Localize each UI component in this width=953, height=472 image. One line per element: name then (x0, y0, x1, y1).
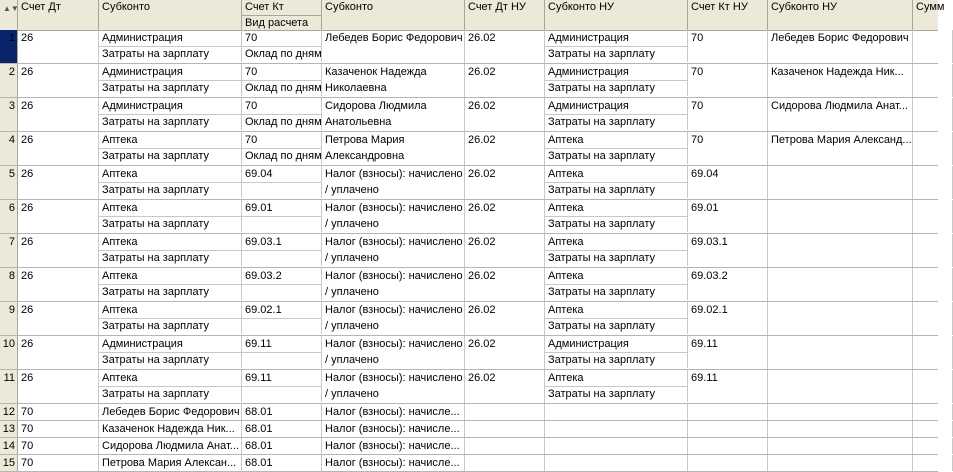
cell-subkonto-nu-dt-2[interactable]: Затраты на зарплату (545, 80, 688, 96)
cell-subkonto-nu-dt-1[interactable]: Аптека (545, 132, 688, 148)
table-row[interactable] (0, 455, 938, 472)
cell-subkonto-dt-2[interactable]: Затраты на зарплату (99, 80, 242, 96)
cell-divider (545, 216, 688, 217)
cell-divider (99, 216, 242, 217)
cell-summa[interactable] (913, 30, 953, 63)
cell-schet-dt[interactable]: 26 (18, 30, 99, 63)
cell-schet-dt[interactable]: 70 (18, 455, 99, 471)
cell-divider (242, 386, 322, 387)
cell-schet-dt[interactable]: 26 (18, 64, 99, 97)
col-header-summa[interactable]: Сумм (916, 1, 945, 13)
cell-schet-dt[interactable]: 70 (18, 421, 99, 437)
cell-schet-kt[interactable]: 70 (242, 98, 322, 114)
cell-vid-rascheta[interactable]: Оклад по дням (242, 46, 322, 62)
cell-subkonto-dt-2[interactable]: Затраты на зарплату (99, 386, 242, 402)
cell-subkonto-nu-dt-1[interactable]: Аптека (545, 370, 688, 386)
row-number[interactable]: 3 (0, 98, 18, 131)
col-header-subkonto-kt[interactable]: Субконто (322, 0, 465, 30)
cell-subkonto-kt[interactable]: Лебедев Борис Федорович (322, 30, 465, 63)
cell-subkonto-nu-kt[interactable]: Лебедев Борис Федорович (768, 30, 913, 63)
cell-schet-kt[interactable]: 69.01 (242, 200, 322, 216)
cell-schet-kt-nu[interactable]: 70 (688, 30, 768, 63)
row-number[interactable]: 7 (0, 234, 18, 267)
table-row[interactable] (0, 421, 938, 438)
col-header-subkonto-nu-kt[interactable]: Субконто НУ (768, 0, 913, 30)
grid-header (0, 0, 945, 31)
cell-divider (545, 148, 688, 149)
row-number[interactable]: 4 (0, 132, 18, 165)
cell-subkonto-nu-kt[interactable] (768, 421, 913, 437)
cell-divider (545, 114, 688, 115)
cell-schet-kt[interactable]: 69.02.1 (242, 302, 322, 318)
cell-divider (99, 352, 242, 353)
cell-divider (99, 284, 242, 285)
cell-divider (545, 386, 688, 387)
cell-summa[interactable] (913, 302, 953, 335)
cell-schet-dt[interactable]: 26 (18, 166, 99, 199)
col-header-schet-dt[interactable]: Счет Дт (18, 0, 99, 30)
cell-subkonto-nu-dt-2[interactable]: Затраты на зарплату (545, 352, 688, 368)
cell-schet-kt-nu[interactable]: 69.02.1 (688, 302, 768, 335)
cell-schet-kt-nu[interactable]: 70 (688, 132, 768, 165)
cell-subkonto-dt-1[interactable]: Администрация (99, 98, 242, 114)
row-number[interactable]: 15 (0, 455, 18, 471)
cell-schet-kt-nu[interactable]: 69.11 (688, 370, 768, 403)
table-row[interactable] (0, 234, 938, 268)
cell-subkonto-nu-kt[interactable] (768, 455, 913, 471)
table-row[interactable] (0, 268, 938, 302)
cell-schet-dt-nu[interactable]: 26.02 (465, 98, 545, 131)
row-number[interactable]: 10 (0, 336, 18, 369)
cell-subkonto-kt[interactable]: Налог (взносы): начисле... (322, 455, 465, 471)
cell-divider (545, 80, 688, 81)
cell-divider (99, 114, 242, 115)
cell-subkonto-nu-kt[interactable] (768, 336, 913, 369)
cell-summa[interactable] (913, 64, 953, 97)
cell-schet-dt-nu[interactable]: 26.02 (465, 370, 545, 403)
cell-subkonto-dt-2[interactable]: Затраты на зарплату (99, 250, 242, 266)
cell-vid-rascheta[interactable]: Оклад по дням (242, 80, 322, 96)
cell-divider (242, 114, 322, 115)
col-header-subkonto-nu-dt[interactable]: Субконто НУ (545, 0, 688, 30)
cell-schet-dt[interactable]: 26 (18, 200, 99, 233)
cell-schet-kt[interactable]: 68.01 (242, 438, 322, 454)
cell-schet-kt-nu[interactable]: 69.11 (688, 336, 768, 369)
cell-subkonto-dt-1[interactable]: Аптека (99, 200, 242, 216)
cell-subkonto-nu-dt-2[interactable]: Затраты на зарплату (545, 114, 688, 130)
cell-schet-kt-nu[interactable]: 69.01 (688, 200, 768, 233)
row-number[interactable]: 8 (0, 268, 18, 301)
cell-subkonto-nu-dt-1[interactable] (545, 438, 688, 454)
cell-subkonto-nu-kt[interactable] (768, 200, 913, 233)
cell-subkonto-nu-dt-1[interactable]: Аптека (545, 302, 688, 318)
cell-subkonto-kt[interactable]: Петрова Мария Александровна (322, 132, 465, 165)
sort-indicator-icon: ▲▼ (3, 4, 19, 13)
cell-subkonto-dt-1[interactable]: Администрация (99, 336, 242, 352)
table-row[interactable] (0, 200, 938, 234)
cell-divider (242, 80, 322, 81)
cell-schet-kt-nu[interactable]: 69.03.1 (688, 234, 768, 267)
cell-summa[interactable] (913, 455, 953, 471)
cell-schet-kt-nu[interactable]: 70 (688, 98, 768, 131)
cell-subkonto-nu-dt-1[interactable] (545, 421, 688, 437)
table-row[interactable] (0, 438, 938, 455)
cell-divider (99, 182, 242, 183)
cell-vid-rascheta[interactable] (242, 182, 322, 198)
cell-schet-dt-nu[interactable]: 26.02 (465, 234, 545, 267)
cell-subkonto-dt-1[interactable]: Петрова Мария Алексан... (99, 455, 242, 471)
col-header-schet-kt[interactable]: Счет Кт (242, 0, 322, 15)
cell-schet-kt[interactable]: 69.03.2 (242, 268, 322, 284)
cell-subkonto-nu-dt-2[interactable]: Затраты на зарплату (545, 318, 688, 334)
cell-subkonto-kt[interactable]: Налог (взносы): начислено / уплачено (322, 370, 465, 403)
cell-divider (99, 386, 242, 387)
cell-vid-rascheta[interactable] (242, 284, 322, 300)
cell-divider (99, 250, 242, 251)
cell-summa[interactable] (913, 268, 953, 301)
cell-schet-dt[interactable]: 26 (18, 302, 99, 335)
cell-schet-dt-nu[interactable] (465, 404, 545, 420)
cell-divider (545, 182, 688, 183)
cell-schet-dt[interactable]: 26 (18, 98, 99, 131)
cell-schet-dt-nu[interactable]: 26.02 (465, 302, 545, 335)
cell-subkonto-dt-2[interactable]: Затраты на зарплату (99, 216, 242, 232)
cell-subkonto-dt-1[interactable]: Администрация (99, 64, 242, 80)
cell-subkonto-nu-dt-1[interactable]: Администрация (545, 336, 688, 352)
cell-subkonto-dt-1[interactable]: Аптека (99, 302, 242, 318)
cell-subkonto-nu-dt-1[interactable]: Администрация (545, 30, 688, 46)
cell-divider (99, 148, 242, 149)
cell-subkonto-kt[interactable]: Казаченок Надежда Николаевна (322, 64, 465, 97)
cell-subkonto-nu-kt[interactable] (768, 234, 913, 267)
col-header-schet-dt-nu[interactable]: Счет Дт НУ (465, 0, 545, 30)
table-row[interactable] (0, 64, 938, 98)
row-number[interactable]: 13 (0, 421, 18, 437)
cell-schet-kt[interactable]: 68.01 (242, 421, 322, 437)
cell-summa[interactable] (913, 404, 953, 420)
cell-subkonto-kt[interactable]: Налог (взносы): начислено / уплачено (322, 302, 465, 335)
cell-divider (242, 182, 322, 183)
col-header-vid-rascheta[interactable]: Вид расчета (242, 15, 322, 30)
table-row[interactable] (0, 30, 938, 64)
cell-subkonto-nu-dt-2[interactable]: Затраты на зарплату (545, 386, 688, 402)
cell-divider (545, 46, 688, 47)
cell-subkonto-nu-kt[interactable] (768, 404, 913, 420)
cell-subkonto-nu-dt-2[interactable]: Затраты на зарплату (545, 182, 688, 198)
cell-schet-dt-nu[interactable]: 26.02 (465, 336, 545, 369)
cell-vid-rascheta[interactable] (242, 250, 322, 266)
cell-schet-kt-nu[interactable] (688, 438, 768, 454)
table-row[interactable] (0, 370, 938, 404)
cell-divider (242, 46, 322, 47)
cell-schet-kt[interactable]: 69.11 (242, 370, 322, 386)
cell-schet-dt-nu[interactable] (465, 455, 545, 471)
cell-subkonto-kt[interactable]: Налог (взносы): начислено / уплачено (322, 200, 465, 233)
cell-subkonto-kt[interactable]: Налог (взносы): начислено / уплачено (322, 166, 465, 199)
cell-subkonto-nu-kt[interactable] (768, 268, 913, 301)
table-row[interactable] (0, 404, 938, 421)
cell-summa[interactable] (913, 98, 953, 131)
cell-subkonto-kt[interactable]: Налог (взносы): начислено / уплачено (322, 268, 465, 301)
cell-schet-dt-nu[interactable]: 26.02 (465, 30, 545, 63)
row-number[interactable]: 9 (0, 302, 18, 335)
cell-divider (242, 250, 322, 251)
cell-subkonto-nu-dt-2[interactable]: Затраты на зарплату (545, 250, 688, 266)
cell-schet-kt[interactable]: 70 (242, 64, 322, 80)
row-number[interactable]: 12 (0, 404, 18, 420)
row-number[interactable]: 5 (0, 166, 18, 199)
cell-vid-rascheta[interactable] (242, 386, 322, 402)
cell-divider (242, 216, 322, 217)
cell-schet-dt[interactable]: 26 (18, 234, 99, 267)
cell-subkonto-kt[interactable]: Налог (взносы): начисле... (322, 438, 465, 454)
cell-summa[interactable] (913, 421, 953, 437)
cell-summa[interactable] (913, 234, 953, 267)
cell-schet-kt-nu[interactable] (688, 455, 768, 471)
col-header-schet-kt-nu[interactable]: Счет Кт НУ (688, 0, 768, 30)
cell-subkonto-nu-kt[interactable]: Петрова Мария Александ... (768, 132, 913, 165)
cell-subkonto-dt-1[interactable]: Аптека (99, 370, 242, 386)
cell-subkonto-dt-2[interactable]: Затраты на зарплату (99, 114, 242, 130)
cell-divider (242, 148, 322, 149)
cell-subkonto-nu-dt-1[interactable] (545, 455, 688, 471)
cell-subkonto-nu-dt-1[interactable]: Аптека (545, 268, 688, 284)
cell-schet-dt[interactable]: 26 (18, 268, 99, 301)
cell-schet-kt[interactable]: 69.11 (242, 336, 322, 352)
cell-subkonto-kt[interactable]: Сидорова Людмила Анатольевна (322, 98, 465, 131)
row-number[interactable]: 1 (0, 30, 18, 63)
cell-schet-kt[interactable]: 68.01 (242, 455, 322, 471)
cell-subkonto-dt-1[interactable]: Аптека (99, 132, 242, 148)
table-row[interactable] (0, 132, 938, 166)
cell-divider (545, 284, 688, 285)
cell-subkonto-nu-dt-2[interactable]: Затраты на зарплату (545, 46, 688, 62)
cell-schet-kt[interactable]: 69.03.1 (242, 234, 322, 250)
cell-schet-dt[interactable]: 26 (18, 336, 99, 369)
cell-schet-dt-nu[interactable]: 26.02 (465, 268, 545, 301)
cell-divider (545, 352, 688, 353)
cell-subkonto-dt-2[interactable]: Затраты на зарплату (99, 148, 242, 164)
cell-vid-rascheta[interactable] (242, 352, 322, 368)
row-number-header[interactable] (0, 0, 18, 30)
cell-divider (99, 318, 242, 319)
cell-schet-kt-nu[interactable]: 70 (688, 64, 768, 97)
cell-schet-kt[interactable]: 70 (242, 30, 322, 46)
cell-schet-dt[interactable]: 26 (18, 370, 99, 403)
cell-subkonto-dt-2[interactable]: Затраты на зарплату (99, 46, 242, 62)
row-number[interactable]: 6 (0, 200, 18, 233)
cell-subkonto-kt[interactable]: Налог (взносы): начислено / уплачено (322, 336, 465, 369)
cell-vid-rascheta[interactable]: Оклад по дням (242, 114, 322, 130)
cell-schet-kt-nu[interactable] (688, 404, 768, 420)
cell-subkonto-dt-1[interactable]: Администрация (99, 30, 242, 46)
cell-divider (99, 80, 242, 81)
cell-vid-rascheta[interactable]: Оклад по дням (242, 148, 322, 164)
table-row[interactable] (0, 302, 938, 336)
cell-schet-kt-nu[interactable]: 69.03.2 (688, 268, 768, 301)
cell-subkonto-dt-2[interactable]: Затраты на зарплату (99, 318, 242, 334)
cell-subkonto-dt-1[interactable]: Лебедев Борис Федорович (99, 404, 242, 420)
row-number[interactable]: 11 (0, 370, 18, 403)
cell-schet-dt[interactable]: 26 (18, 132, 99, 165)
cell-schet-dt[interactable]: 70 (18, 404, 99, 420)
cell-schet-dt-nu[interactable]: 26.02 (465, 64, 545, 97)
cell-subkonto-nu-dt-1[interactable]: Администрация (545, 98, 688, 114)
cell-subkonto-nu-dt-1[interactable]: Аптека (545, 200, 688, 216)
cell-subkonto-dt-1[interactable]: Сидорова Людмила Анат... (99, 438, 242, 454)
cell-schet-kt-nu[interactable] (688, 421, 768, 437)
cell-subkonto-nu-dt-2[interactable]: Затраты на зарплату (545, 148, 688, 164)
cell-divider (242, 284, 322, 285)
cell-subkonto-nu-kt[interactable] (768, 166, 913, 199)
cell-subkonto-nu-kt[interactable]: Казаченок Надежда Ник... (768, 64, 913, 97)
table-row[interactable] (0, 336, 938, 370)
cell-subkonto-dt-2[interactable]: Затраты на зарплату (99, 352, 242, 368)
cell-subkonto-nu-kt[interactable] (768, 370, 913, 403)
cell-subkonto-nu-dt-1[interactable] (545, 404, 688, 420)
cell-divider (545, 250, 688, 251)
cell-summa[interactable] (913, 200, 953, 233)
cell-subkonto-nu-kt[interactable]: Сидорова Людмила Анат... (768, 98, 913, 131)
cell-subkonto-nu-dt-2[interactable]: Затраты на зарплату (545, 284, 688, 300)
row-number[interactable]: 14 (0, 438, 18, 454)
cell-schet-kt[interactable]: 68.01 (242, 404, 322, 420)
table-row[interactable] (0, 166, 938, 200)
cell-vid-rascheta[interactable] (242, 216, 322, 232)
cell-schet-dt-nu[interactable]: 26.02 (465, 200, 545, 233)
cell-divider (242, 352, 322, 353)
cell-subkonto-nu-dt-2[interactable]: Затраты на зарплату (545, 216, 688, 232)
cell-subkonto-dt-1[interactable]: Казаченок Надежда Ник... (99, 421, 242, 437)
table-row[interactable] (0, 98, 938, 132)
row-number[interactable]: 2 (0, 64, 18, 97)
cell-subkonto-dt-1[interactable]: Аптека (99, 268, 242, 284)
cell-schet-kt[interactable]: 70 (242, 132, 322, 148)
cell-subkonto-kt[interactable]: Налог (взносы): начисле... (322, 404, 465, 420)
cell-subkonto-kt[interactable]: Налог (взносы): начисле... (322, 421, 465, 437)
cell-schet-kt-nu[interactable]: 69.04 (688, 166, 768, 199)
cell-schet-dt-nu[interactable] (465, 421, 545, 437)
cell-schet-dt-nu[interactable] (465, 438, 545, 454)
cell-summa[interactable] (913, 370, 953, 403)
cell-schet-kt[interactable]: 69.04 (242, 166, 322, 182)
cell-summa[interactable] (913, 132, 953, 165)
cell-schet-dt[interactable]: 70 (18, 438, 99, 454)
cell-subkonto-nu-dt-1[interactable]: Аптека (545, 234, 688, 250)
cell-schet-dt-nu[interactable]: 26.02 (465, 166, 545, 199)
cell-divider (99, 46, 242, 47)
cell-subkonto-nu-kt[interactable] (768, 438, 913, 454)
cell-schet-dt-nu[interactable]: 26.02 (465, 132, 545, 165)
cell-subkonto-kt[interactable]: Налог (взносы): начислено / уплачено (322, 234, 465, 267)
cell-subkonto-dt-2[interactable]: Затраты на зарплату (99, 284, 242, 300)
cell-subkonto-dt-1[interactable]: Аптека (99, 234, 242, 250)
cell-subkonto-dt-2[interactable]: Затраты на зарплату (99, 182, 242, 198)
cell-summa[interactable] (913, 166, 953, 199)
cell-subkonto-nu-kt[interactable] (768, 302, 913, 335)
cell-subkonto-dt-1[interactable]: Аптека (99, 166, 242, 182)
cell-summa[interactable] (913, 336, 953, 369)
cell-subkonto-nu-dt-1[interactable]: Аптека (545, 166, 688, 182)
cell-divider (545, 318, 688, 319)
cell-subkonto-nu-dt-1[interactable]: Администрация (545, 64, 688, 80)
col-header-subkonto-dt[interactable]: Субконто (99, 0, 242, 30)
cell-summa[interactable] (913, 438, 953, 454)
cell-vid-rascheta[interactable] (242, 318, 322, 334)
cell-divider (242, 318, 322, 319)
